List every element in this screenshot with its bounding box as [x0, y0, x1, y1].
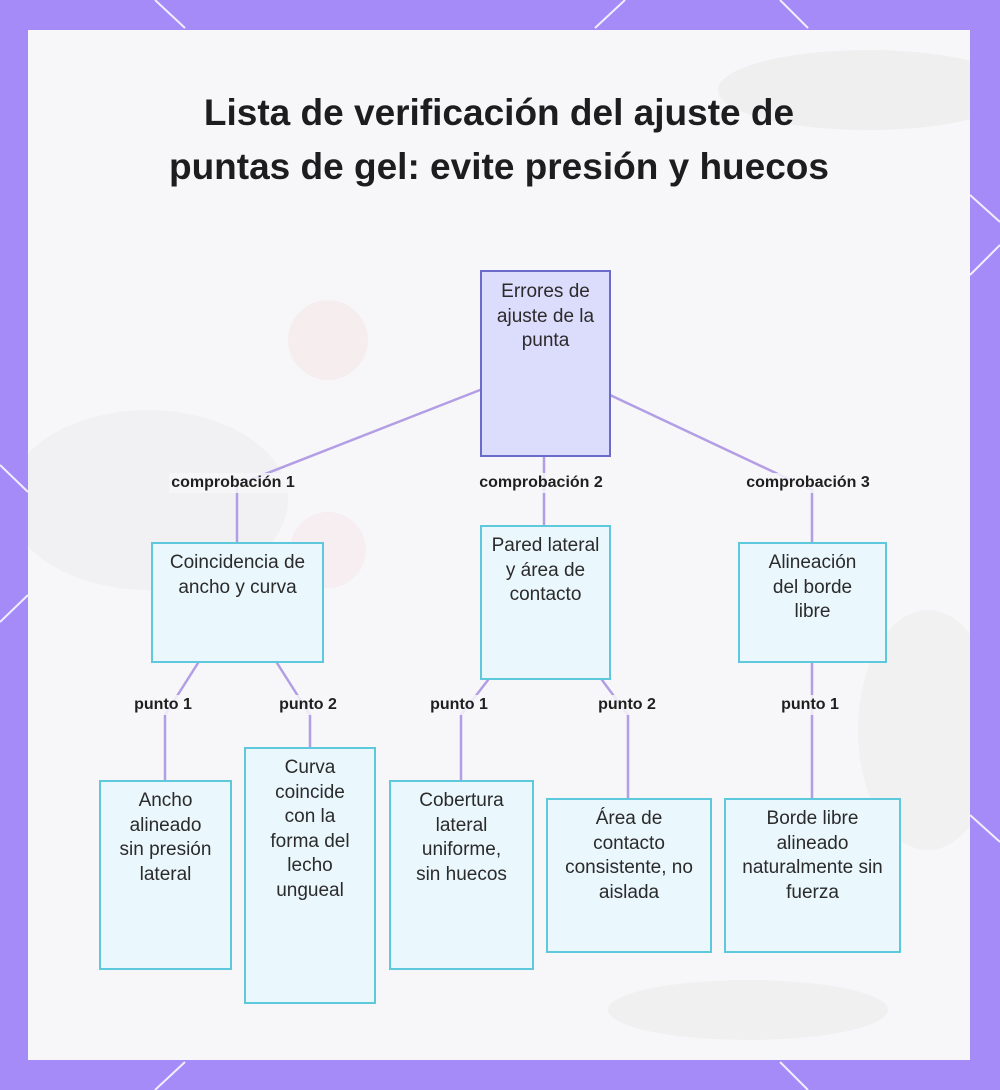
edge-label-c3p1: punto 1	[781, 696, 839, 713]
node-check1: Coincidencia de ancho y curva	[151, 542, 324, 663]
node-root: Errores de ajuste de la punta	[480, 270, 611, 457]
edge-label-check1: comprobación 1	[171, 474, 295, 491]
node-c1p1: Ancho alineado sin presión lateral	[99, 780, 232, 970]
node-c2p2: Área de contacto consistente, no aislada	[546, 798, 712, 953]
edge-check1-c1p1	[165, 663, 198, 780]
edge-label-c1p2: punto 2	[279, 696, 337, 713]
edge-label-c2p1: punto 1	[430, 696, 488, 713]
edge-label-c1p1: punto 1	[134, 696, 192, 713]
diagram-title: Lista de verificación del ajuste de puntas de gel: evite presión y huecos	[168, 92, 829, 187]
edge-label-check3: comprobación 3	[746, 474, 870, 491]
node-check3: Alineación del borde libre	[738, 542, 887, 663]
node-c3p1: Borde libre alineado naturalmente sin fuerza	[724, 798, 901, 953]
edge-root-check1	[237, 390, 480, 542]
edge-label-check2: comprobación 2	[479, 474, 603, 491]
edge-label-c2p2: punto 2	[598, 696, 656, 713]
edge-root-check3	[610, 395, 812, 542]
diagram-panel	[28, 30, 970, 1060]
node-check2: Pared lateral y área de contacto	[480, 525, 611, 680]
node-c2p1: Cobertura lateral uniforme, sin huecos	[389, 780, 534, 970]
node-c1p2: Curva coincide con la forma del lecho ungueal	[244, 747, 376, 1004]
